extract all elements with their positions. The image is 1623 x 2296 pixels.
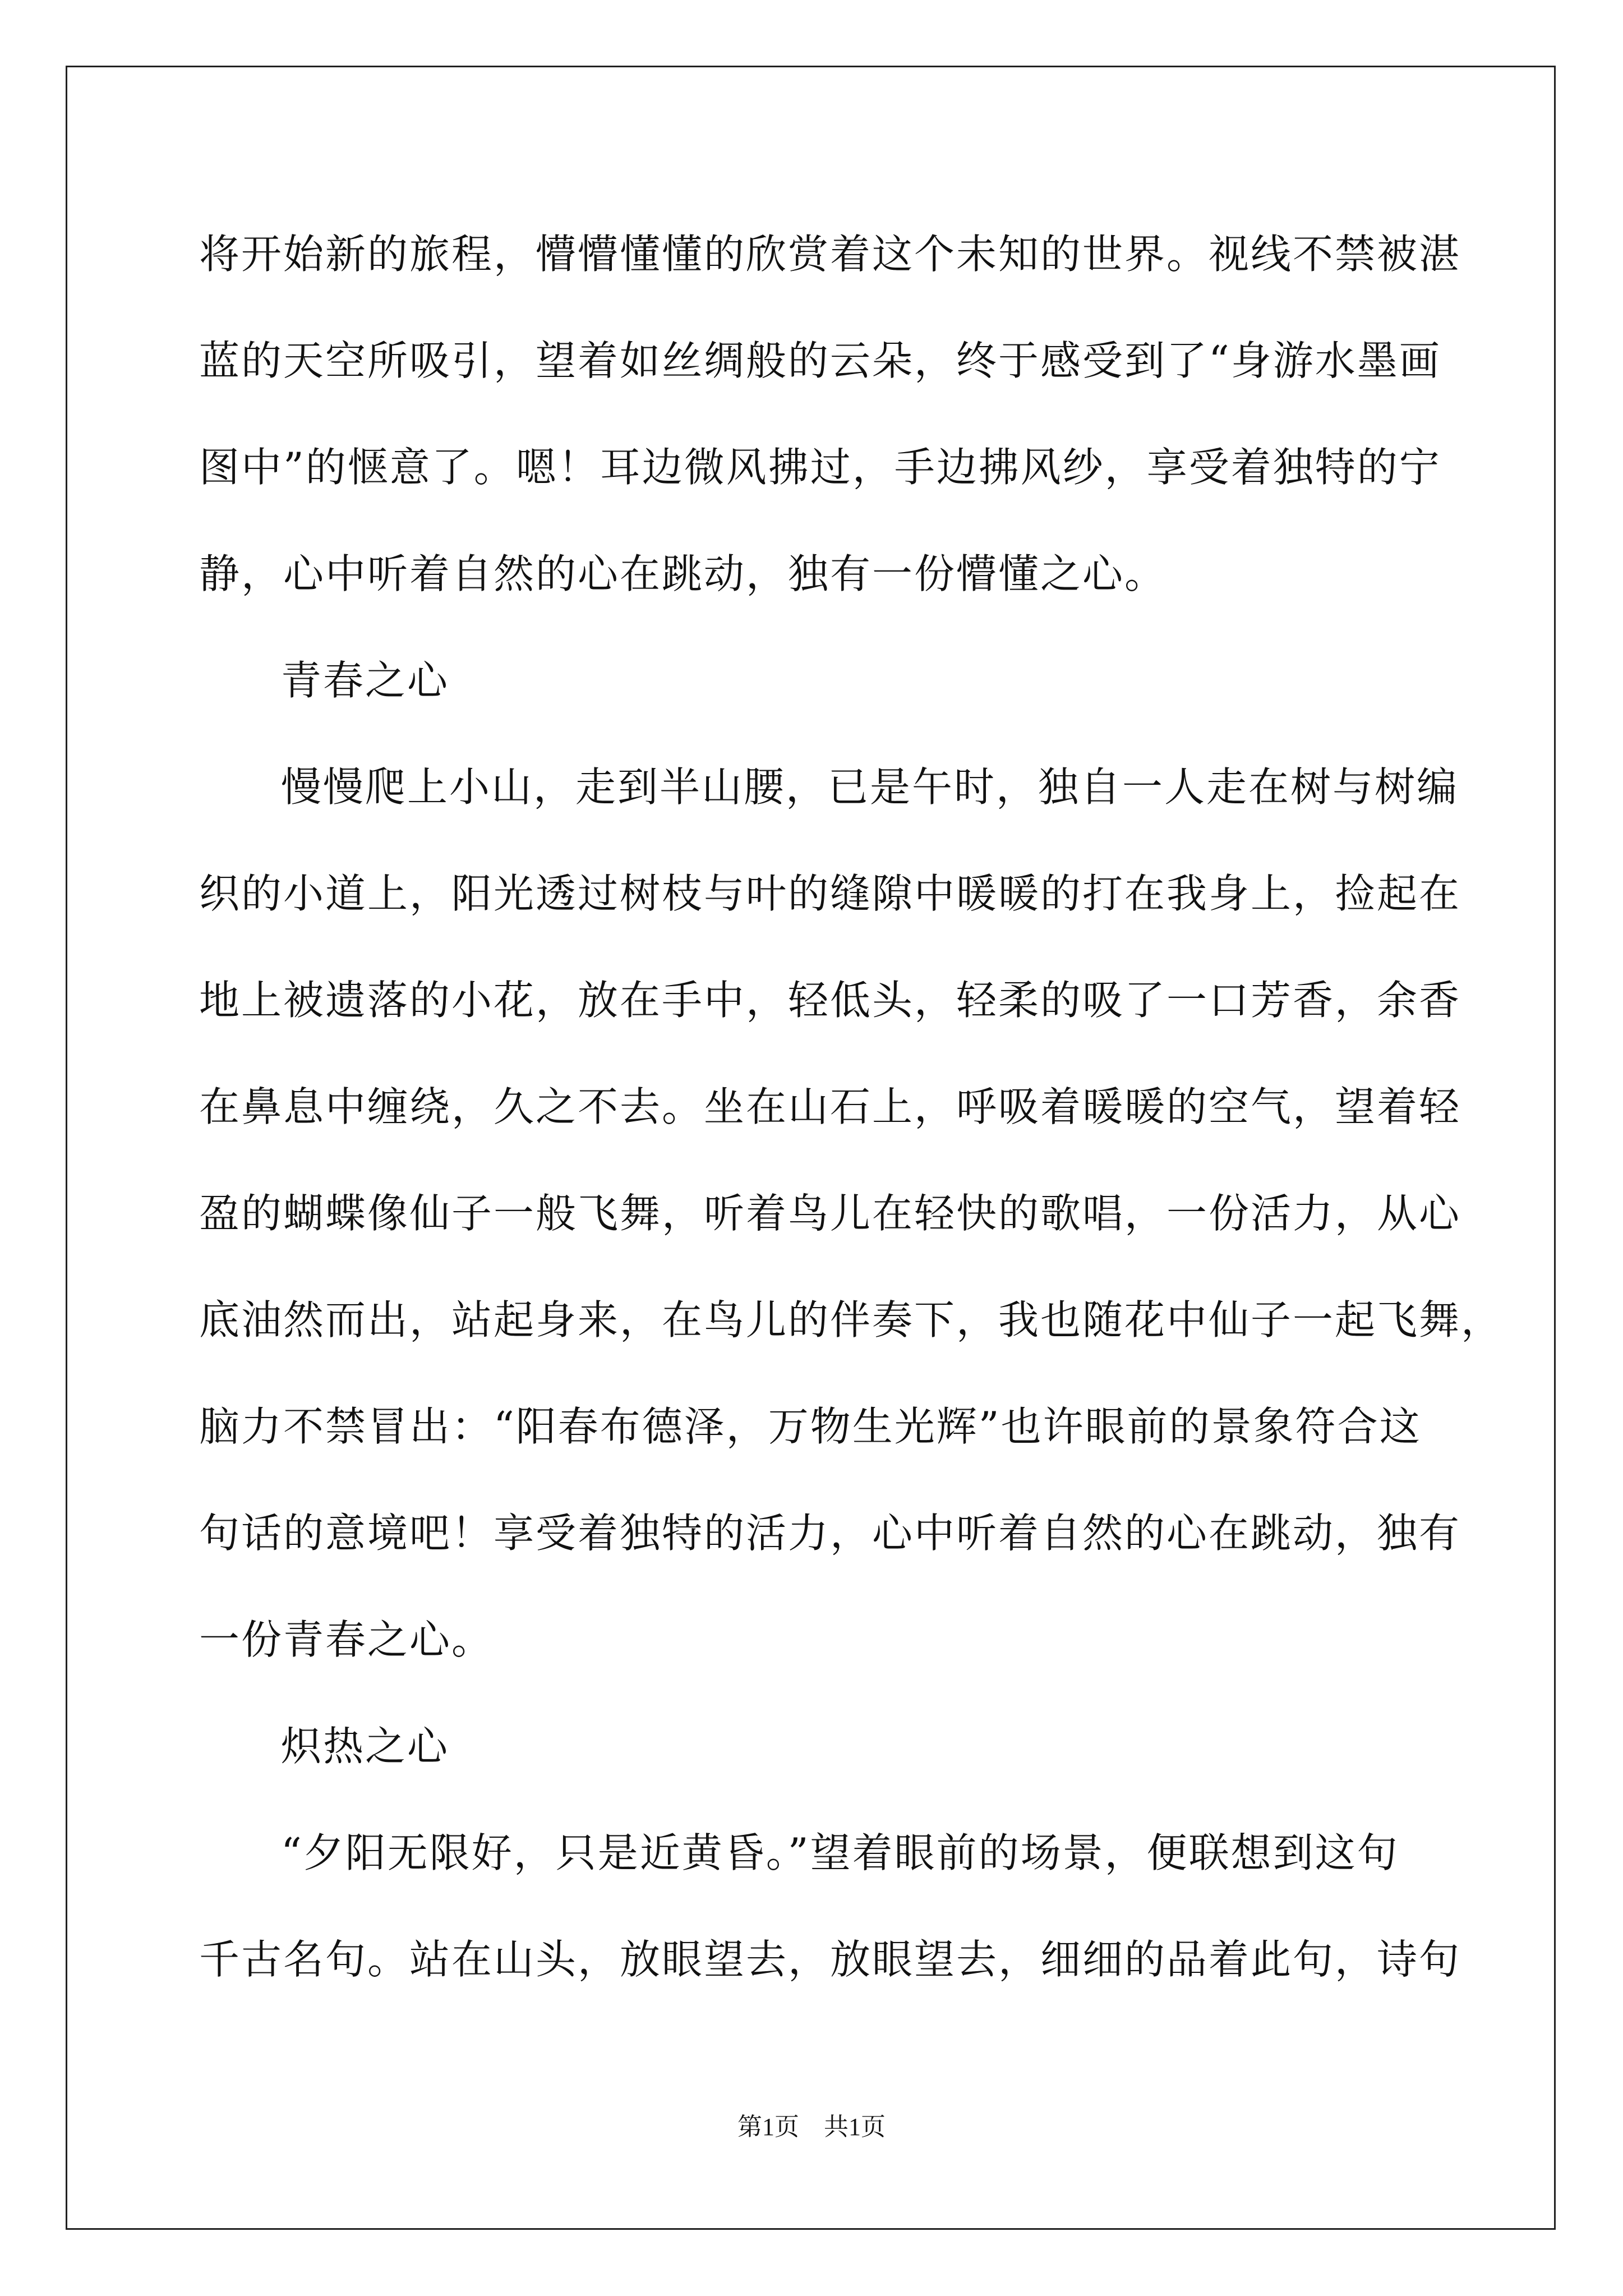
text-line: 织的小道上，阳光透过树枝与叶的缝隙中暖暖的打在我身上，捡起在 xyxy=(199,870,1461,917)
text-line: “夕阳无限好，只是近黄昏。”望着眼前的场景，便联想到这句 xyxy=(281,1829,1399,1876)
text-line: 一份青春之心。 xyxy=(199,1616,494,1663)
section-heading: 青春之心 xyxy=(281,657,450,704)
document-body xyxy=(199,201,1504,2013)
text-line: 在鼻息中缠绕，久之不去。坐在山石上，呼吸着暖暖的空气，望着轻 xyxy=(199,1083,1461,1130)
text-line: 底油然而出，站起身来，在鸟儿的伴奏下，我也随花中仙子一起飞舞， xyxy=(199,1296,1504,1343)
text-line: 静，心中听着自然的心在跳动，独有一份懵懂之心。 xyxy=(199,550,1167,597)
text-line: 慢慢爬上小山，走到半山腰，已是午时，独自一人走在树与树编 xyxy=(281,763,1459,811)
text-line: 盈的蝴蝶像仙子一般飞舞，听着鸟儿在轻快的歌唱，一份活力，从心 xyxy=(199,1190,1461,1237)
text-line: 千古名句。站在山头，放眼望去，放眼望去，细细的品着此句，诗句 xyxy=(199,1936,1461,1983)
text-line: 脑力不禁冒出：“阳春布德泽，万物生光辉”也许眼前的景象符合这 xyxy=(199,1403,1422,1450)
text-line: 蓝的天空所吸引，望着如丝绸般的云朵，终于感受到了“身游水墨画 xyxy=(199,337,1441,384)
text-line: 句话的意境吧！享受着独特的活力，心中听着自然的心在跳动，独有 xyxy=(199,1510,1461,1557)
page-footer: 第1页 共1页 xyxy=(737,2113,886,2141)
text-line: 将开始新的旅程，懵懵懂懂的欣赏着这个未知的世界。视线不禁被湛 xyxy=(199,231,1461,278)
text-line: 地上被遗落的小花，放在手中，轻低头，轻柔的吸了一口芳香，余香 xyxy=(199,977,1461,1024)
text-line: 图中”的惬意了。嗯！耳边微风拂过，手边拂风纱，享受着独特的宁 xyxy=(199,444,1441,491)
section-heading: 炽热之心 xyxy=(281,1723,450,1770)
